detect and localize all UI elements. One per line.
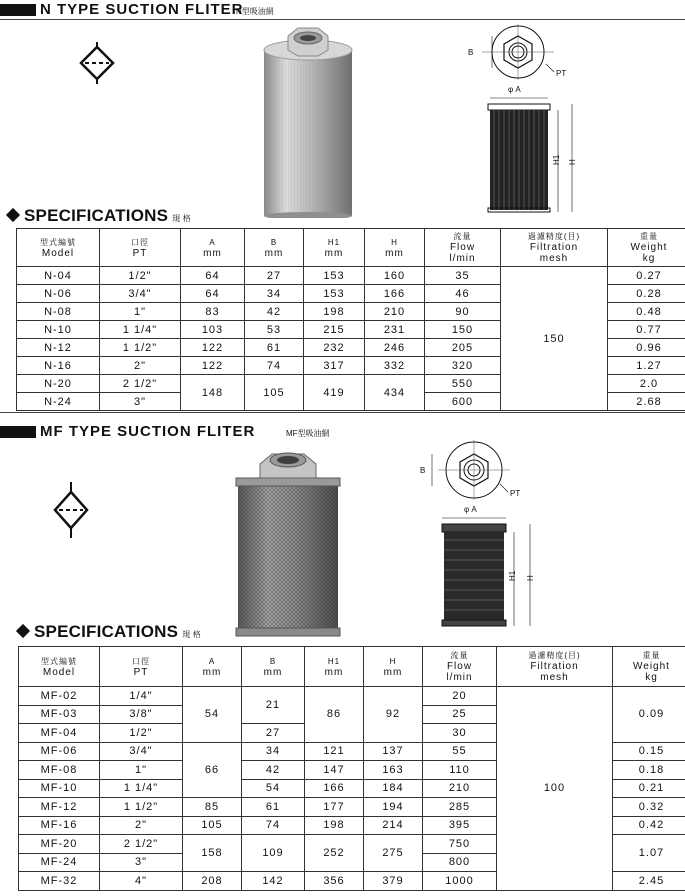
phi-a-label: φ A — [464, 505, 477, 514]
column-header-en: PT — [133, 666, 149, 678]
header-rule — [0, 19, 685, 20]
a-cell: 54 — [183, 687, 242, 743]
model-cell: MF-32 — [19, 872, 100, 891]
column-header — [613, 647, 685, 687]
pt-cell: 2 1/2" — [100, 835, 183, 854]
section-subtitle: N型吸油網 — [236, 7, 274, 16]
pt-cell: 1/2" — [100, 267, 181, 285]
h1-cell: 356 — [305, 872, 364, 891]
h-cell: 92 — [364, 687, 423, 743]
column-header — [17, 229, 100, 267]
h-cell: 246 — [365, 339, 425, 357]
column-header-cn: H1 — [327, 656, 341, 666]
flow-cell: 1000 — [423, 872, 497, 891]
weight-cell: 0.15 — [613, 742, 685, 761]
flow-cell: 320 — [425, 357, 501, 375]
h1-cell: 177 — [305, 798, 364, 817]
h-cell: 214 — [364, 816, 423, 835]
b-cell: 42 — [242, 761, 305, 780]
column-header-en: Model — [42, 666, 76, 678]
section-title: MF TYPE SUCTION FLITER — [40, 423, 256, 440]
column-header-cn: H — [391, 237, 398, 247]
h1-cell: 198 — [305, 816, 364, 835]
model-cell: MF-04 — [19, 724, 100, 743]
spec-title: SPECIFICATIONS 規 格 — [18, 622, 201, 642]
pt-cell: 1/2" — [100, 724, 183, 743]
model-cell: N-16 — [17, 357, 100, 375]
weight-cell: 0.32 — [613, 798, 685, 817]
b-cell: 34 — [245, 285, 304, 303]
pt-cell: 1 1/4" — [100, 321, 181, 339]
model-cell: MF-10 — [19, 779, 100, 798]
column-header — [242, 647, 305, 687]
column-header — [100, 229, 181, 267]
model-cell: MF-12 — [19, 798, 100, 817]
b-cell: 61 — [245, 339, 304, 357]
flow-cell: 750 — [423, 835, 497, 854]
flow-cell: 35 — [425, 267, 501, 285]
h1-cell: 215 — [304, 321, 365, 339]
section-title: N TYPE SUCTION FLITER — [40, 1, 244, 18]
a-cell: 105 — [183, 816, 242, 835]
b-cell: 53 — [245, 321, 304, 339]
h1-label: H1 — [552, 154, 561, 165]
model-cell: MF-06 — [19, 742, 100, 761]
b-cell: 42 — [245, 303, 304, 321]
pt-cell: 2" — [100, 357, 181, 375]
weight-cell: 1.27 — [608, 357, 685, 375]
column-header-en: mm — [385, 247, 404, 259]
weight-cell: 0.09 — [613, 687, 685, 743]
pt-cell: 3" — [100, 393, 181, 411]
mf-filter-drawing — [412, 440, 552, 630]
column-header-en: Filtration — [530, 661, 579, 672]
model-cell: MF-20 — [19, 835, 100, 854]
n-type-section — [0, 0, 685, 410]
weight-cell: 0.48 — [608, 303, 685, 321]
filter-symbol-icon — [50, 482, 92, 538]
flow-cell: 46 — [425, 285, 501, 303]
column-header-en: mm — [324, 247, 344, 259]
column-header-cn: 重量 — [640, 232, 658, 241]
column-header-cn: A — [209, 237, 216, 247]
column-header-cn: 流量 — [453, 232, 472, 241]
diamond-bullet-icon — [16, 624, 30, 638]
h1-label: H1 — [508, 570, 517, 581]
h1-cell: 86 — [305, 687, 364, 743]
h-label: H — [526, 575, 535, 581]
b-cell: 27 — [245, 267, 304, 285]
model-cell: N-10 — [17, 321, 100, 339]
pt-cell: 1 1/4" — [100, 779, 183, 798]
column-header-en: mm — [202, 666, 222, 678]
column-header-en: mm — [264, 247, 284, 259]
flow-cell: 30 — [423, 724, 497, 743]
column-header-cn: 過濾精度(目) — [528, 651, 581, 660]
column-header-en: mm — [383, 666, 403, 678]
mesh-cell: 150 — [501, 267, 608, 411]
b-cell: 61 — [242, 798, 305, 817]
column-header-en: Weight — [630, 242, 668, 253]
mf-type-section — [0, 420, 685, 896]
column-header — [305, 647, 364, 687]
column-header — [423, 647, 497, 687]
weight-cell: 0.27 — [608, 267, 685, 285]
h-cell: 184 — [364, 779, 423, 798]
pt-cell: 3/4" — [100, 742, 183, 761]
column-header-unit: kg — [642, 253, 656, 264]
h-cell: 166 — [365, 285, 425, 303]
a-cell: 148 — [181, 375, 245, 411]
pt-cell: 1 1/2" — [100, 798, 183, 817]
b-cell: 105 — [245, 375, 304, 411]
pt-cell: 3" — [100, 853, 183, 872]
table-row — [17, 267, 685, 285]
a-cell: 208 — [183, 872, 242, 891]
filter-symbol-icon — [76, 42, 118, 84]
pt-label: PT — [510, 489, 521, 498]
b-cell: 27 — [242, 724, 305, 743]
flow-cell: 395 — [423, 816, 497, 835]
weight-cell: 2.68 — [608, 393, 685, 411]
model-cell: MF-08 — [19, 761, 100, 780]
h-cell: 160 — [365, 267, 425, 285]
flow-cell: 285 — [423, 798, 497, 817]
pt-cell: 4" — [100, 872, 183, 891]
column-header-en: Model — [41, 247, 75, 259]
column-header — [183, 647, 242, 687]
n-filter-photo — [258, 26, 358, 218]
model-cell: N-20 — [17, 375, 100, 393]
column-header — [365, 229, 425, 267]
column-header-unit: l/min — [449, 253, 476, 264]
h1-cell: 198 — [304, 303, 365, 321]
pt-cell: 3/4" — [100, 285, 181, 303]
column-header-unit: mesh — [540, 672, 569, 683]
column-header-cn: 重量 — [642, 651, 661, 660]
column-header — [608, 229, 685, 267]
column-header-cn: 流量 — [450, 651, 469, 660]
b-cell: 54 — [242, 779, 305, 798]
a-cell: 158 — [183, 835, 242, 872]
h1-cell: 153 — [304, 285, 365, 303]
flow-cell: 550 — [425, 375, 501, 393]
h1-cell: 419 — [304, 375, 365, 411]
h-cell: 163 — [364, 761, 423, 780]
column-header-en: Weight — [633, 661, 670, 672]
mf-spec-table — [18, 646, 685, 891]
b-label: B — [420, 466, 426, 475]
h1-cell: 166 — [305, 779, 364, 798]
pt-cell: 3/8" — [100, 705, 183, 724]
b-label: B — [468, 48, 474, 57]
flow-cell: 205 — [425, 339, 501, 357]
column-header — [100, 647, 183, 687]
weight-cell: 2.0 — [608, 375, 685, 393]
h-cell: 434 — [365, 375, 425, 411]
h-cell: 332 — [365, 357, 425, 375]
pt-cell: 1 1/2" — [100, 339, 181, 357]
column-header — [181, 229, 245, 267]
a-cell: 66 — [183, 742, 242, 798]
model-cell: MF-02 — [19, 687, 100, 706]
column-header — [304, 229, 365, 267]
header-bar — [0, 4, 36, 16]
a-cell: 64 — [181, 285, 245, 303]
phi-a-label: φ A — [508, 85, 521, 94]
column-header-en: mm — [263, 666, 283, 678]
pt-cell: 2 1/2" — [100, 375, 181, 393]
h-cell: 194 — [364, 798, 423, 817]
a-cell: 122 — [181, 339, 245, 357]
column-header-cn: 過濾精度(目) — [527, 232, 581, 241]
model-cell: N-06 — [17, 285, 100, 303]
pt-cell: 1" — [100, 761, 183, 780]
column-header-unit: kg — [645, 672, 658, 683]
column-header-en: Filtration — [529, 242, 579, 253]
a-cell: 85 — [183, 798, 242, 817]
column-header — [501, 229, 608, 267]
model-cell: N-12 — [17, 339, 100, 357]
h-cell: 137 — [364, 742, 423, 761]
a-cell: 83 — [181, 303, 245, 321]
column-header — [425, 229, 501, 267]
a-cell: 64 — [181, 267, 245, 285]
model-cell: MF-03 — [19, 705, 100, 724]
table-header-row — [19, 647, 685, 687]
weight-cell: 1.07 — [613, 835, 685, 872]
table-row — [19, 687, 685, 706]
column-header-unit: l/min — [446, 672, 473, 683]
model-cell: MF-16 — [19, 816, 100, 835]
model-cell: N-24 — [17, 393, 100, 411]
b-cell: 74 — [242, 816, 305, 835]
flow-cell: 600 — [425, 393, 501, 411]
column-header-unit: mesh — [539, 253, 569, 264]
column-header-cn: B — [270, 237, 278, 247]
mf-filter-photo — [232, 448, 344, 638]
b-cell: 74 — [245, 357, 304, 375]
table-header-row — [17, 229, 685, 267]
h1-cell: 121 — [305, 742, 364, 761]
column-header — [245, 229, 304, 267]
h1-cell: 317 — [304, 357, 365, 375]
b-cell: 142 — [242, 872, 305, 891]
weight-cell: 2.45 — [613, 872, 685, 891]
flow-cell: 800 — [423, 853, 497, 872]
column-header-en: Flow — [449, 242, 476, 253]
column-header-cn: 型式編號 — [40, 237, 76, 247]
n-filter-drawing — [462, 24, 602, 216]
h1-cell: 153 — [304, 267, 365, 285]
header-bar — [0, 426, 36, 438]
column-header-cn: H1 — [327, 237, 341, 247]
flow-cell: 110 — [423, 761, 497, 780]
column-header-cn: B — [269, 656, 277, 666]
b-cell: 21 — [242, 687, 305, 724]
column-header — [19, 647, 100, 687]
column-header-cn: A — [208, 656, 216, 666]
weight-cell: 0.18 — [613, 761, 685, 780]
column-header-en: Flow — [446, 661, 473, 672]
model-cell: N-04 — [17, 267, 100, 285]
flow-cell: 210 — [423, 779, 497, 798]
spec-title: SPECIFICATIONS 規 格 — [8, 206, 191, 226]
weight-cell: 0.77 — [608, 321, 685, 339]
diamond-bullet-icon — [6, 208, 20, 222]
h-cell: 379 — [364, 872, 423, 891]
weight-cell: 0.21 — [613, 779, 685, 798]
flow-cell: 90 — [425, 303, 501, 321]
a-cell: 103 — [181, 321, 245, 339]
b-cell: 109 — [242, 835, 305, 872]
a-cell: 122 — [181, 357, 245, 375]
weight-cell: 0.28 — [608, 285, 685, 303]
flow-cell: 25 — [423, 705, 497, 724]
column-header-en: PT — [132, 247, 148, 259]
h-cell: 231 — [365, 321, 425, 339]
column-header — [364, 647, 423, 687]
flow-cell: 20 — [423, 687, 497, 706]
h-label: H — [568, 159, 577, 165]
flow-cell: 55 — [423, 742, 497, 761]
mesh-cell: 100 — [497, 687, 613, 891]
h1-cell: 252 — [305, 835, 364, 872]
weight-cell: 0.42 — [613, 816, 685, 835]
flow-cell: 150 — [425, 321, 501, 339]
h-cell: 210 — [365, 303, 425, 321]
header-rule — [0, 412, 685, 413]
column-header-cn: 型式編號 — [41, 656, 77, 666]
h1-cell: 147 — [305, 761, 364, 780]
column-header-en: mm — [324, 666, 344, 678]
h1-cell: 232 — [304, 339, 365, 357]
column-header-cn: H — [389, 656, 397, 666]
pt-cell: 1" — [100, 303, 181, 321]
pt-label: PT — [556, 69, 567, 78]
column-header-cn: 口徑 — [132, 656, 150, 666]
weight-cell: 0.96 — [608, 339, 685, 357]
h-cell: 275 — [364, 835, 423, 872]
pt-cell: 2" — [100, 816, 183, 835]
section-subtitle: MF型吸油網 — [286, 429, 330, 438]
pt-cell: 1/4" — [100, 687, 183, 706]
column-header-en: mm — [203, 247, 222, 259]
model-cell: N-08 — [17, 303, 100, 321]
b-cell: 34 — [242, 742, 305, 761]
column-header — [497, 647, 613, 687]
column-header-cn: 口徑 — [131, 237, 149, 247]
n-spec-table — [16, 228, 685, 411]
model-cell: MF-24 — [19, 853, 100, 872]
